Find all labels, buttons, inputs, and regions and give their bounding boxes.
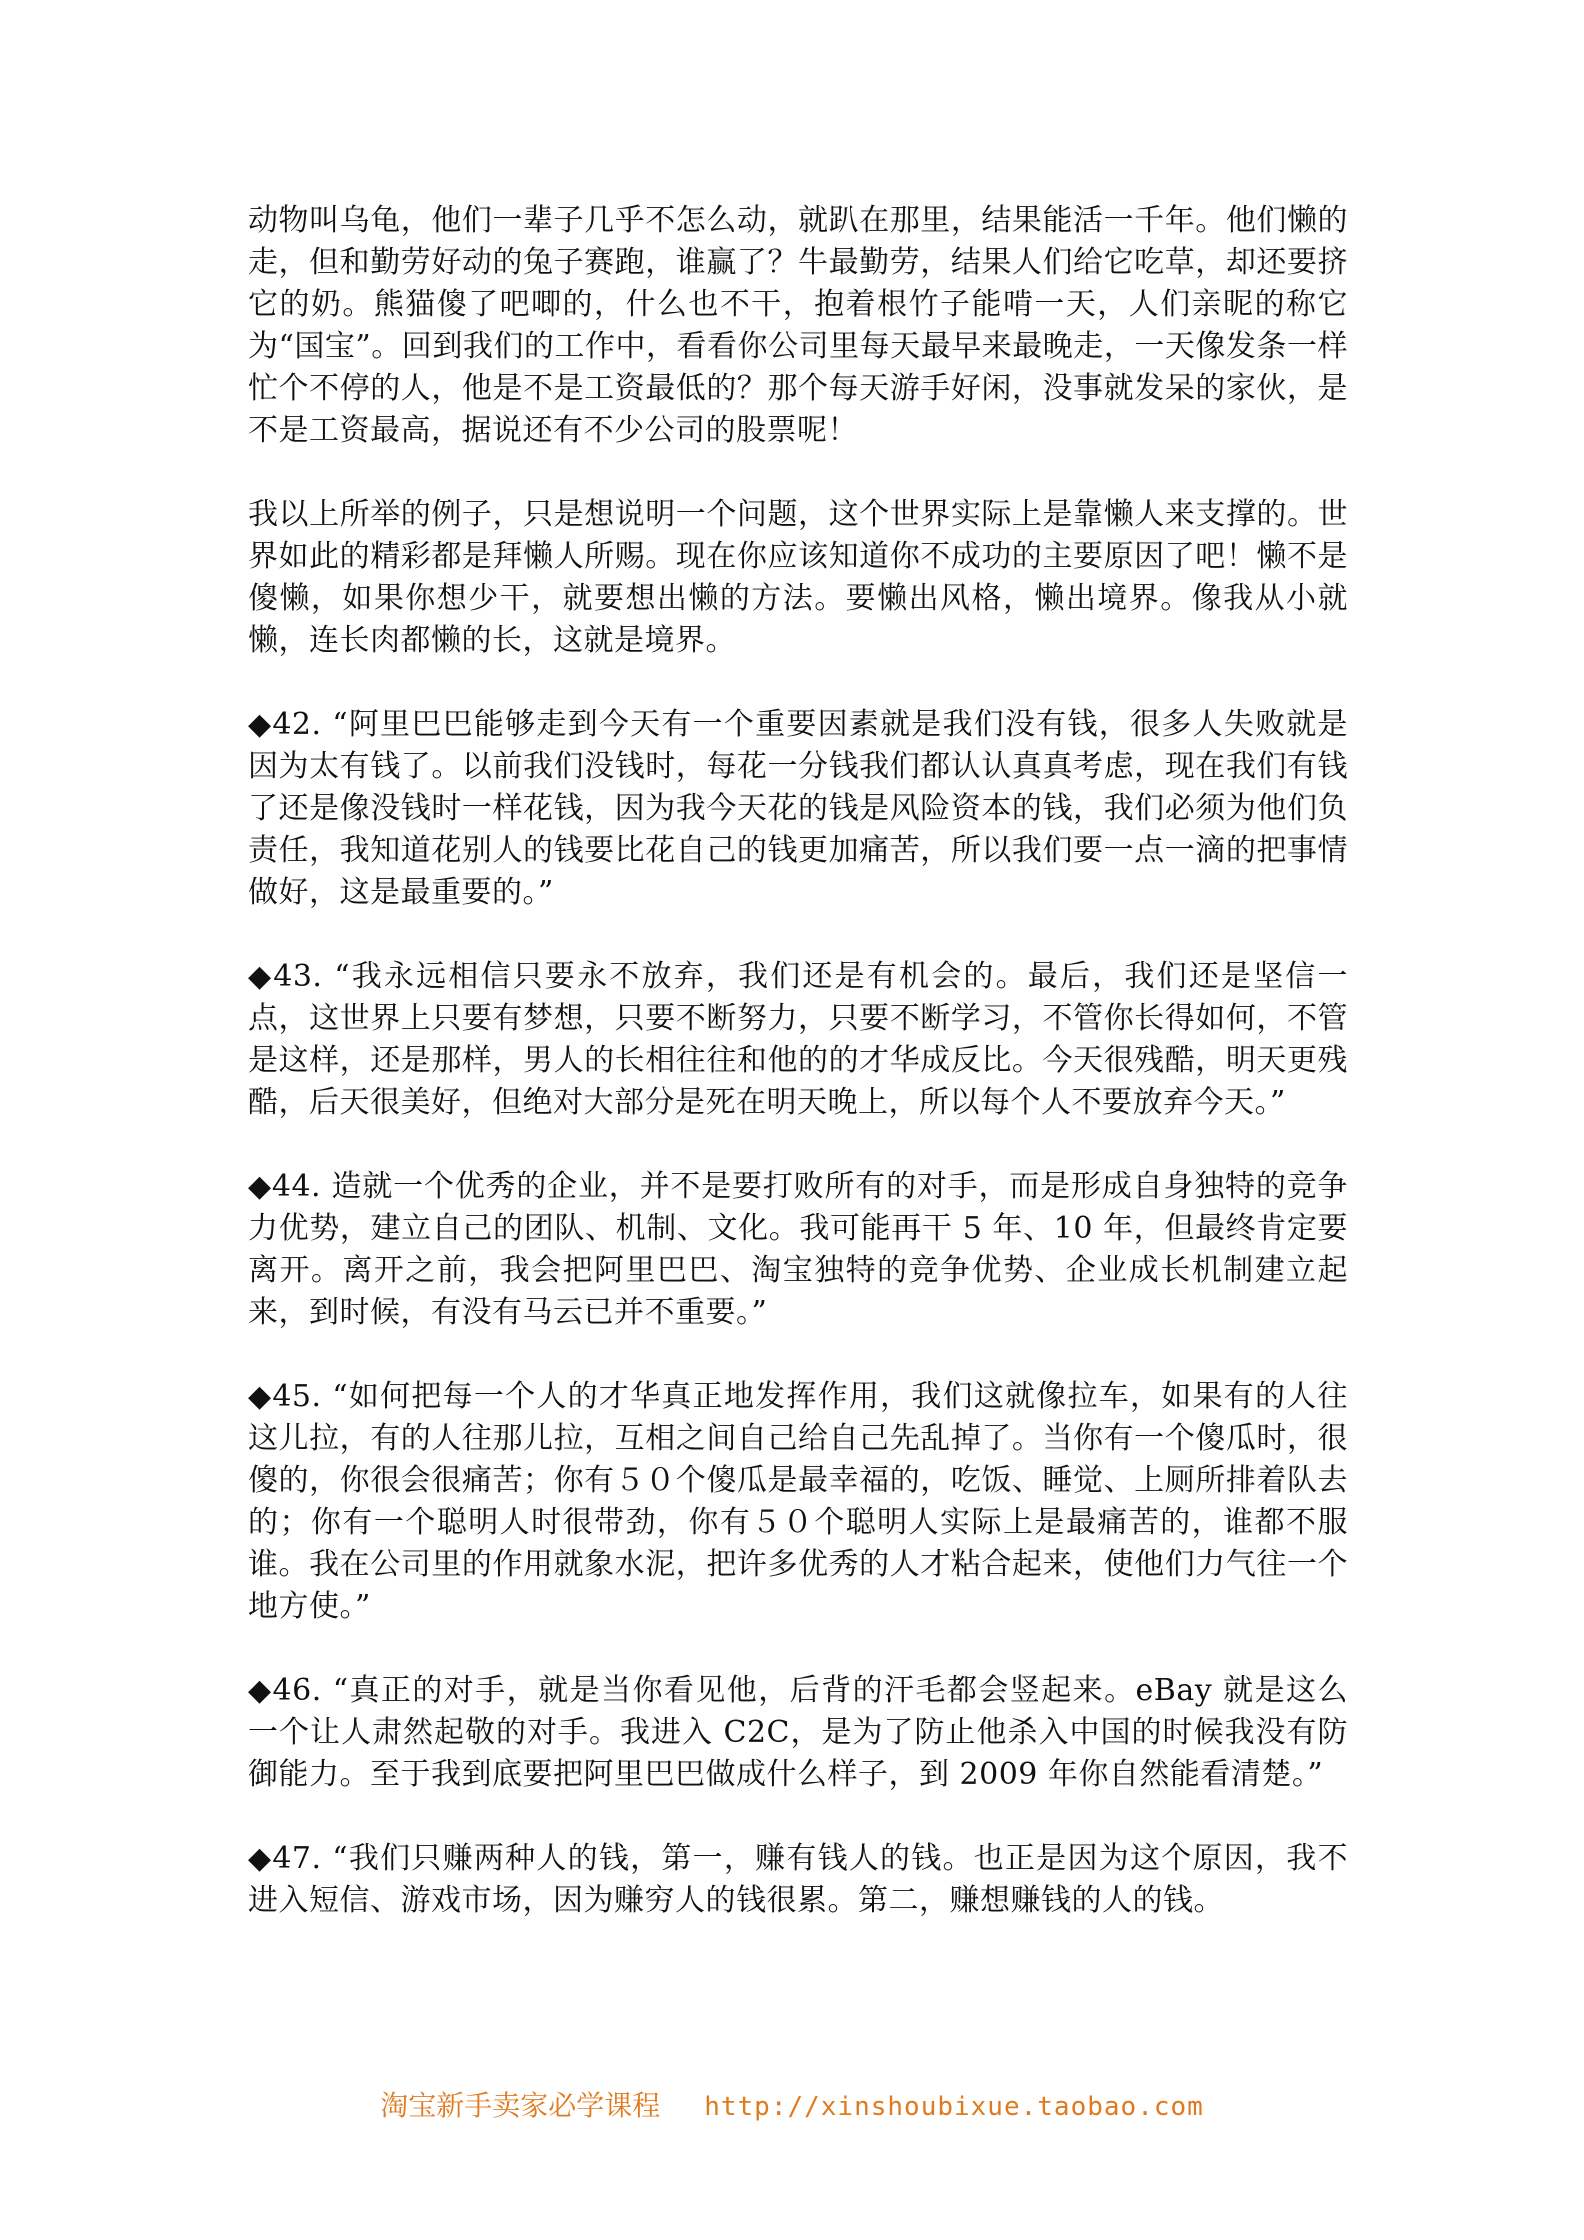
page-body bbox=[248, 200, 1348, 1922]
quote-42: ◆42. “阿里巴巴能够走到今天有一个重要因素就是我们没有钱，很多人失败就是因为太有钱了。以前我们没钱时，每花一分钱我们都认认真真考虑，现在我们有钱了还是像没钱时一样花钱，因为我今天花的钱是风险资本的钱，我们必须为他们负责任，我知道花别人的钱要比花自己的钱更加痛苦，所以我们要一点一滴的把事情做好，这是最重要的。” bbox=[248, 707, 1348, 910]
quote-45: ◆45. “如何把每一个人的才华真正地发挥作用，我们这就像拉车，如果有的人往这儿拉，有的人往那儿拉，互相之间自己给自己先乱掉了。当你有一个傻瓜时，很傻的，你很会很痛苦；你有５０个傻瓜是最幸福的，吃饭、睡觉、上厕所排着队去的；你有一个聪明人时很带劲，你有５０个聪明人实际上是最痛苦的，谁都不服谁。我在公司里的作用就象水泥，把许多优秀的人才粘合起来，使他们力气往一个地方使。” bbox=[248, 1379, 1348, 1624]
footer-shop-link[interactable]: http://xinshoubixue.taobao.com bbox=[704, 2092, 1204, 2122]
footer-course-title: 淘宝新手卖家必学课程 bbox=[380, 2089, 661, 2122]
quote-47: ◆47. “我们只赚两种人的钱，第一，赚有钱人的钱。也正是因为这个原因，我不进入短信、游戏市场，因为赚穷人的钱很累。第二，赚想赚钱的人的钱。 bbox=[248, 1841, 1348, 1918]
quote-44: ◆44. 造就一个优秀的企业，并不是要打败所有的对手，而是形成自身独特的竞争力优势，建立自己的团队、机制、文化。我可能再干 5 年、10 年，但最终肯定要离开。离开之前，我会把阿里巴巴、淘宝独特的竞争优势、企业成长机制建立起来，到时候，有没有马云已并不重要。” bbox=[248, 1169, 1348, 1330]
paragraph-lazy-people: 我以上所举的例子，只是想说明一个问题，这个世界实际上是靠懒人来支撑的。世界如此的精彩都是拜懒人所赐。现在你应该知道你不成功的主要原因了吧！懒不是傻懒，如果你想少干，就要想出懒的方法。要懒出风格，懒出境界。像我从小就懒，连长肉都懒的长，这就是境界。 bbox=[248, 497, 1348, 658]
page-footer bbox=[0, 2088, 1584, 2125]
quote-43: ◆43. “我永远相信只要永不放弃，我们还是有机会的。最后，我们还是坚信一点，这世界上只要有梦想，只要不断努力，只要不断学习，不管你长得如何，不管是这样，还是那样，男人的长相往往和他的的才华成反比。今天很残酷，明天更残酷，后天很美好，但绝对大部分是死在明天晚上，所以每个人不要放弃今天。” bbox=[248, 959, 1348, 1120]
quote-46: ◆46. “真正的对手，就是当你看见他，后背的汗毛都会竖起来。eBay 就是这么一个让人肃然起敬的对手。我进入 C2C，是为了防止他杀入中国的时候我没有防御能力。至于我到底要把阿里巴巴做成什么样子，到 2009 年你自然能看清楚。” bbox=[248, 1673, 1348, 1792]
paragraph-lazy-animals: 动物叫乌龟，他们一辈子几乎不怎么动，就趴在那里，结果能活一千年。他们懒的走，但和勤劳好动的兔子赛跑，谁赢了？牛最勤劳，结果人们给它吃草，却还要挤它的奶。熊猫傻了吧唧的，什么也不干，抱着根竹子能啃一天，人们亲昵的称它为“国宝”。回到我们的工作中，看看你公司里每天最早来最晚走，一天像发条一样忙个不停的人，他是不是工资最低的？那个每天游手好闲，没事就发呆的家伙，是不是工资最高，据说还有不少公司的股票呢！ bbox=[248, 203, 1348, 448]
